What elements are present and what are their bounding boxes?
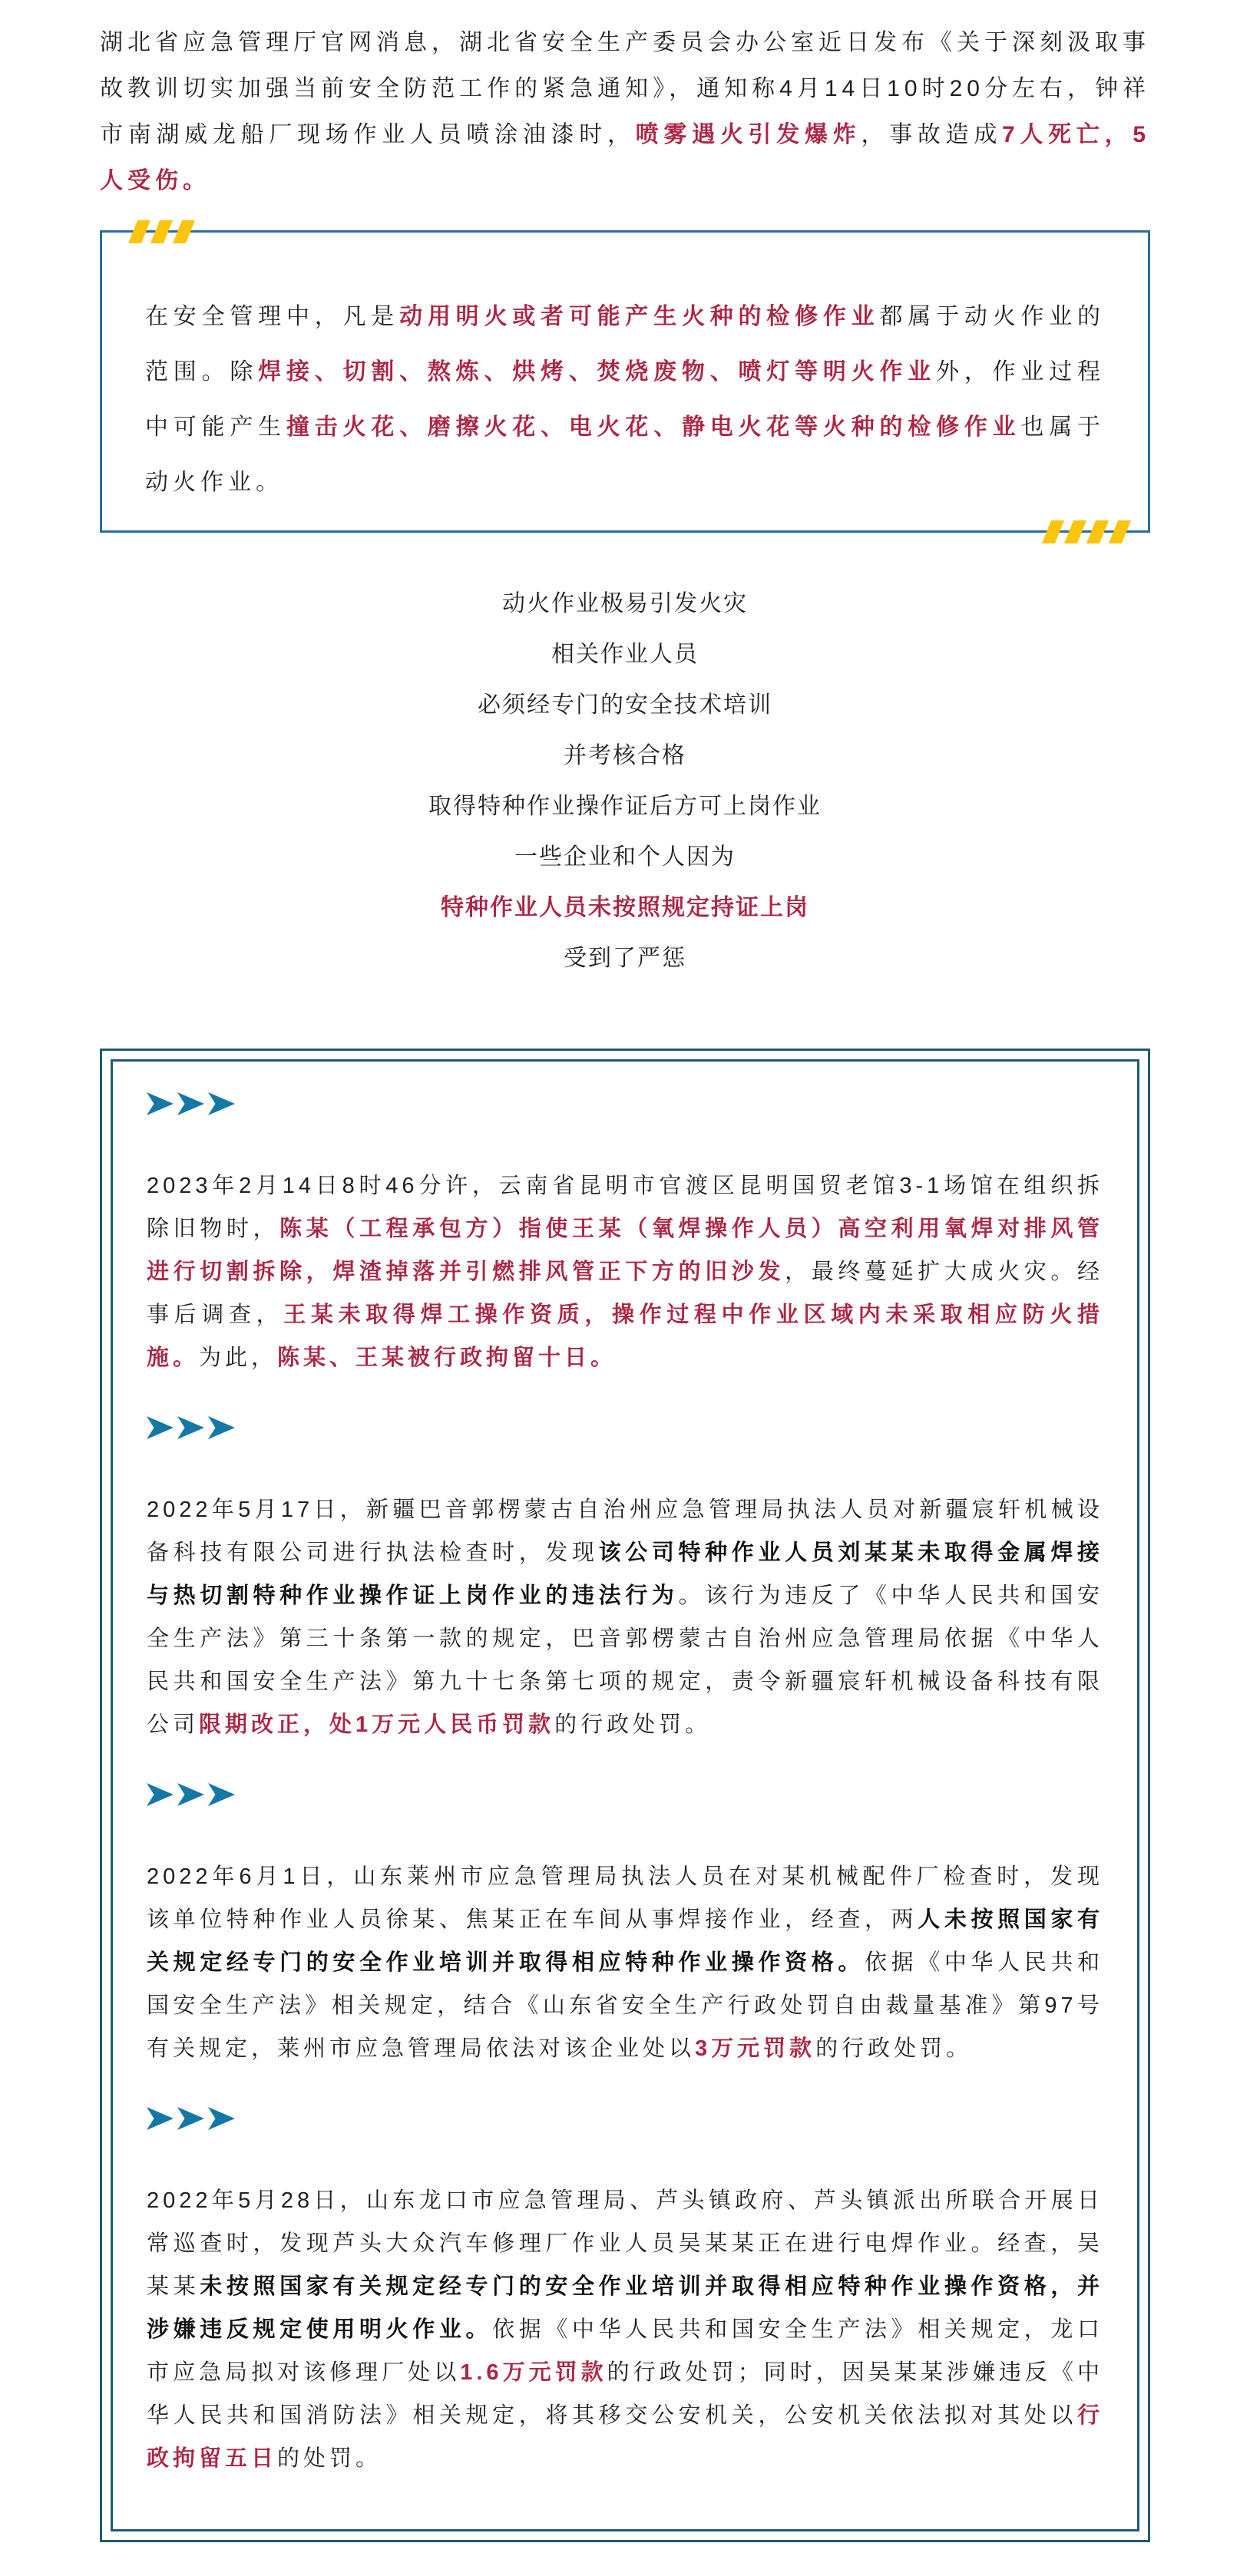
text-segment: 外，作业过程中可能产生 bbox=[145, 359, 1106, 440]
text-segment: 为此， bbox=[199, 1346, 278, 1370]
arrow-glyph bbox=[147, 1416, 174, 1439]
stanza-line: 取得特种作业操作证后方可上岗作业 bbox=[428, 794, 822, 819]
arrow-glyph bbox=[177, 2107, 204, 2130]
triple-arrow-icon bbox=[147, 2107, 1103, 2130]
text-segment: ，事故造成 bbox=[861, 122, 1003, 147]
text-segment: 人未按照国家有关规定经专门的安全作业培训并取得相应特种作业操作资格。 bbox=[147, 1907, 1103, 1975]
definition-text bbox=[102, 233, 1148, 530]
text-segment: 2022年5月28日，山东龙口市应急管理局、芦头镇政府、芦头镇派出所联合开展日常巡查时，发现芦头大众汽车修理厂作业人员吴某某正在进行电焊作业。经查，吴某某 bbox=[147, 2188, 1103, 2299]
text-segment: 王某未取得焊工操作资质，操作过程中作业区域内未采取相应防火措施。 bbox=[147, 1303, 1103, 1370]
text-segment: 2022年5月17日，新疆巴音郭楞蒙古自治州应急管理局执法人员对新疆宸轩机械设备科技有限公司进行执法检查时，发现 bbox=[147, 1498, 1103, 1565]
text-segment: 的行政处罚；同时，因吴某某涉嫌违反《中华人民共和国消防法》相关规定，将其移交公安机关，公安机关依法拟对其处以 bbox=[147, 2360, 1103, 2428]
text-segment: 行政拘留五日 bbox=[147, 2403, 1103, 2471]
text-segment: ，最终蔓延扩大成火灾。经事后调查， bbox=[147, 1260, 1103, 1327]
text-segment: 也属于动火作业。 bbox=[145, 414, 1106, 495]
triple-arrow-icon bbox=[147, 1783, 1103, 1806]
text-segment: 在安全管理中，凡是 bbox=[145, 304, 400, 329]
intro-paragraph bbox=[100, 20, 1150, 204]
text-segment: 陈某（工程承包方）指使王某（氧焊操作人员）高空利用氧焊对排风管进行切割拆除，焊渣掉落并引燃排风管正下方的旧沙发 bbox=[147, 1217, 1103, 1284]
text-segment: 陈某、王某被行政拘留十日。 bbox=[277, 1346, 617, 1370]
text-segment: 的处罚。 bbox=[277, 2446, 382, 2471]
emphasis-stanza bbox=[100, 579, 1150, 984]
text-segment: 2022年6月1日，山东莱州市应急管理局执法人员在对某机械配件厂检查时，发现该单位特种作业人员徐某、焦某正在车间从事焊接作业，经查，两 bbox=[147, 1864, 1103, 1932]
slash-mark bbox=[1064, 520, 1086, 543]
arrow-glyph bbox=[177, 1416, 204, 1439]
yellow-slash-marks-icon bbox=[133, 220, 190, 243]
arrow-glyph bbox=[177, 1783, 204, 1806]
triple-arrow-icon bbox=[147, 1416, 1103, 1439]
slash-mark bbox=[150, 220, 173, 243]
yellow-slash-marks-icon bbox=[1047, 520, 1126, 543]
slash-mark bbox=[1109, 520, 1131, 543]
case-text bbox=[147, 2179, 1103, 2480]
stanza-line: 并考核合格 bbox=[564, 743, 686, 768]
text-segment: 。该行为违反了《中华人民共和国安全生产法》第三十条第一款的规定，巴音郭楞蒙古自治州应急管理局依据《中华人民共和国安全生产法》第九十七条第七项的规定，责令新疆宸轩机械设备科技有限公司 bbox=[147, 1584, 1103, 1737]
stanza-line: 受到了严惩 bbox=[564, 946, 686, 971]
arrow-glyph bbox=[208, 1783, 235, 1806]
stanza-line: 动火作业极易引发火灾 bbox=[502, 591, 748, 616]
text-segment: 动用明火或者可能产生火种的检修作业 bbox=[399, 304, 880, 329]
stanza-line: 必须经专门的安全技术培训 bbox=[478, 692, 772, 718]
definition-callout-box bbox=[100, 230, 1150, 533]
text-segment: 2023年2月14日8时46分许，云南省昆明市官渡区昆明国贸老馆3-1场馆在组织拆除旧物时， bbox=[147, 1174, 1103, 1241]
arrow-glyph bbox=[177, 1092, 204, 1115]
stanza-line-highlight: 特种作业人员未按照规定持证上岗 bbox=[441, 895, 809, 920]
text-segment: 的行政处罚。 bbox=[815, 2036, 973, 2061]
arrow-glyph bbox=[208, 1416, 235, 1439]
text-segment: 撞击火花、磨擦火花、电火花、静电火花等火种的检修作业 bbox=[286, 414, 1021, 440]
text-segment: 7人死亡，5人受伤。 bbox=[100, 122, 1151, 193]
text-segment: 未按照国家有关规定经专门的安全作业培训并取得相应特种作业操作资格，并涉嫌违反规定使用明火作业。 bbox=[147, 2274, 1103, 2342]
text-segment: 依据《中华人民共和国安全生产法》相关规定，结合《山东省安全生产行政处罚自由裁量基准》第97号有关规定，莱州市应急管理局依法对该企业处以 bbox=[147, 1950, 1103, 2061]
text-segment: 的行政处罚。 bbox=[554, 1712, 712, 1737]
text-segment: 该公司特种作业人员刘某某未取得金属焊接与热切割特种作业操作证上岗作业的违法行为 bbox=[147, 1541, 1103, 1608]
case-text bbox=[147, 1164, 1103, 1379]
cases-box bbox=[100, 1049, 1150, 2542]
case-section bbox=[147, 1783, 1103, 2070]
text-segment: 湖北省应急管理厅官网消息，湖北省安全生产委员会办公室近日发布《关于深刻汲取事故教训切实加强当前安全防范工作的紧急通知》，通知称4月14日10时20分左右，钟祥市南湖威龙船厂现场作业人员喷涂油漆时， bbox=[100, 30, 1150, 147]
arrow-glyph bbox=[147, 1092, 174, 1115]
arrow-glyph bbox=[208, 2107, 235, 2130]
text-segment: 依据《中华人民共和国安全生产法》相关规定，龙口市应急局拟对该修理厂处以 bbox=[147, 2317, 1103, 2385]
text-segment: 限期改正，处1万元人民币罚款 bbox=[199, 1712, 555, 1737]
slash-mark bbox=[1086, 520, 1109, 543]
arrow-glyph bbox=[147, 2107, 174, 2130]
arrow-glyph bbox=[147, 1783, 174, 1806]
case-section bbox=[147, 1092, 1103, 1379]
arrow-glyph bbox=[208, 1092, 235, 1115]
triple-arrow-icon bbox=[147, 1092, 1103, 1115]
text-segment: 1.6万元罚款 bbox=[460, 2360, 607, 2385]
case-section bbox=[147, 2107, 1103, 2480]
stanza-line: 相关作业人员 bbox=[551, 642, 699, 667]
text-segment: 都属于动火作业的范围。除 bbox=[145, 304, 1106, 385]
stanza-line: 一些企业和个人因为 bbox=[514, 844, 736, 870]
case-text bbox=[147, 1488, 1103, 1746]
cases-box-inner bbox=[111, 1059, 1139, 2531]
case-text bbox=[147, 1855, 1103, 2070]
text-segment: 喷雾遇火引发爆炸 bbox=[635, 122, 861, 147]
text-segment: 3万元罚款 bbox=[695, 2036, 816, 2061]
text-segment: 焊接、切割、熬炼、烘烤、焚烧废物、喷灯等明火作业 bbox=[258, 359, 937, 385]
slash-mark bbox=[128, 220, 150, 243]
case-section bbox=[147, 1416, 1103, 1746]
